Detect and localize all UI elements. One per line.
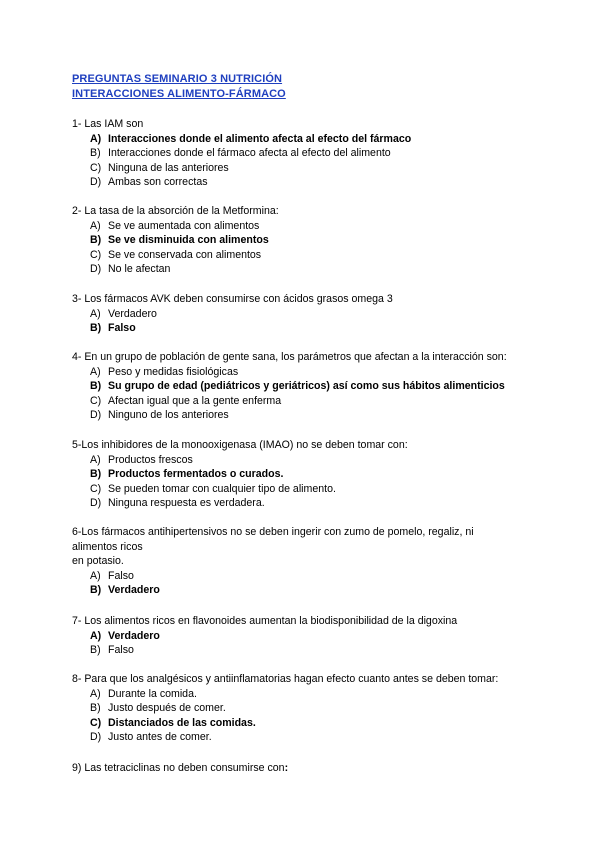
- option-d: D) No le afectan: [90, 263, 171, 275]
- question-stem-line-1: 6-Los fármacos antihipertensivos no se deben ingerir con zumo de pomelo, regaliz, ni: [72, 526, 474, 538]
- option-b: B) Productos fermentados o curados.: [90, 468, 284, 480]
- option-d: D) Ninguno de los anteriores: [90, 409, 229, 421]
- question-5: [72, 438, 542, 511]
- options-list: [72, 629, 542, 658]
- option-a: A) Productos frescos: [90, 453, 193, 466]
- question-4: [72, 350, 562, 423]
- option-b: B) Falso: [90, 322, 136, 334]
- options-list: [72, 453, 542, 511]
- question-stem-line-2: alimentos ricos: [72, 540, 143, 553]
- title-line-1: PREGUNTAS SEMINARIO 3 NUTRICIÓN: [72, 73, 283, 85]
- option-d: D) Ninguna respuesta es verdadera.: [90, 497, 265, 509]
- option-a: A) Durante la comida.: [90, 687, 197, 700]
- option-c: C) Afectan igual que a la gente enferma: [90, 394, 282, 407]
- options-list: [72, 219, 542, 277]
- options-list: [72, 569, 542, 598]
- question-stem: 3- Los fármacos AVK deben consumirse con ácidos grasos omega 3: [72, 293, 393, 305]
- title-line-2: INTERACCIONES ALIMENTO-FÁRMACO: [72, 88, 286, 100]
- question-2: [72, 204, 542, 277]
- question-8: [72, 672, 542, 745]
- option-b: B) Interacciones donde el fármaco afecta al efecto del alimento: [90, 147, 391, 159]
- question-stem: 7- Los alimentos ricos en flavonoides aumentan la biodisponibilidad de la digoxina: [72, 615, 458, 627]
- option-c: C) Distanciados de las comidas.: [90, 716, 256, 729]
- options-list: [72, 687, 542, 745]
- option-b: B) Verdadero: [90, 584, 160, 596]
- question-stem: 2- La tasa de la absorción de la Metformina:: [72, 205, 279, 217]
- question-7: [72, 614, 542, 658]
- question-3: [72, 292, 542, 336]
- question-stem: 8- Para que los analgésicos y antiinflamatorias hagan efecto cuanto antes se deben tomar:: [72, 673, 499, 685]
- question-stem: 9) Las tetraciclinas no deben consumirse con:: [72, 762, 289, 774]
- options-list: [72, 132, 542, 190]
- option-a: A) Falso: [90, 569, 134, 582]
- question-stem: 5-Los inhibidores de la monooxigenasa (IMAO) no se deben tomar con:: [72, 439, 408, 451]
- question-stem: 1- Las IAM son: [72, 118, 144, 130]
- option-a: A) Verdadero: [90, 307, 157, 320]
- option-a: A) Se ve aumentada con alimentos: [90, 219, 260, 232]
- option-b: B) Falso: [90, 644, 134, 656]
- question-1: [72, 117, 542, 190]
- option-b: B) Su grupo de edad (pediátricos y geriátricos) así como sus hábitos alimenticios: [90, 380, 505, 392]
- option-d: D) Justo antes de comer.: [90, 731, 212, 743]
- option-c: C) Ninguna de las anteriores: [90, 161, 229, 174]
- option-b: B) Se ve disminuida con alimentos: [90, 234, 269, 246]
- document-title: [72, 72, 286, 102]
- option-a: A) Interacciones donde el alimento afecta al efecto del fármaco: [90, 132, 412, 145]
- question-9: [72, 761, 542, 776]
- option-c: C) Se pueden tomar con cualquier tipo de alimento.: [90, 482, 336, 495]
- options-list: [72, 307, 542, 336]
- option-a: A) Peso y medidas fisiológicas: [90, 365, 239, 378]
- option-d: D) Ambas son correctas: [90, 176, 208, 188]
- option-a: A) Verdadero: [90, 629, 160, 642]
- question-6: [72, 525, 542, 598]
- option-b: B) Justo después de comer.: [90, 702, 226, 714]
- options-list: [72, 365, 562, 423]
- question-stem-line-3: en potasio.: [72, 555, 124, 567]
- question-stem: 4- En un grupo de población de gente sana, los parámetros que afectan a la interacción son:: [72, 351, 507, 363]
- option-c: C) Se ve conservada con alimentos: [90, 248, 262, 261]
